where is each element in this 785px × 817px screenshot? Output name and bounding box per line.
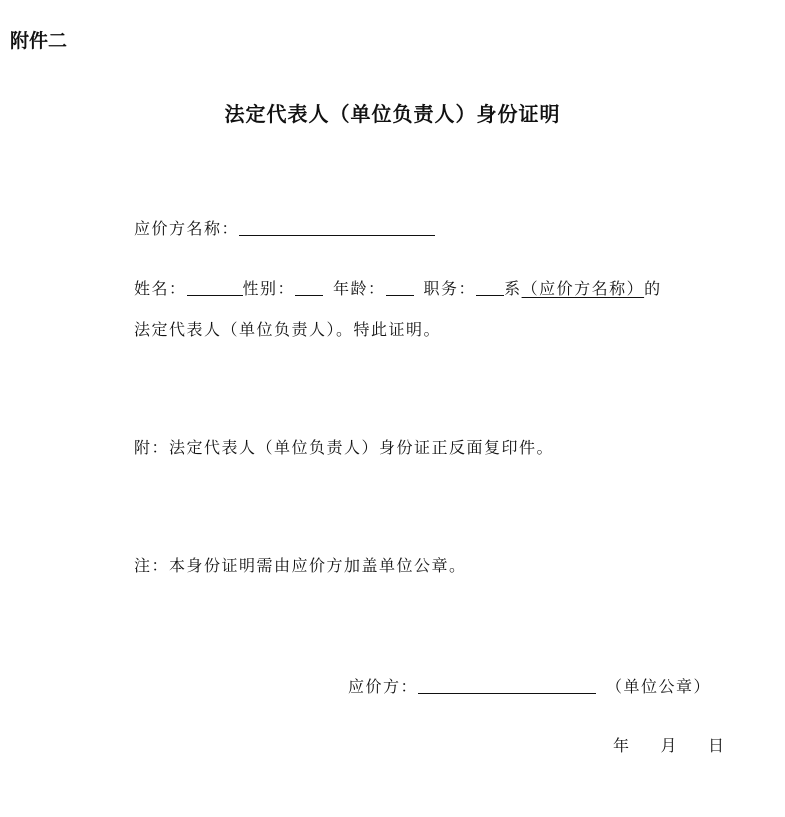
attachment-note <box>134 435 554 458</box>
signature-line <box>348 674 711 697</box>
bidder-name-line <box>134 216 435 239</box>
bidder-name-label: 应价方名称： <box>134 219 240 238</box>
certify-text: 法定代表人（单位负责人）。特此证明。 <box>134 320 442 339</box>
position-blank[interactable] <box>476 294 504 296</box>
bidder-name-blank[interactable] <box>239 234 435 236</box>
day-label: 日 <box>708 736 726 755</box>
of-word: 的 <box>644 279 662 298</box>
is-word: 系 <box>504 279 522 298</box>
bidder-name-placeholder[interactable]: （应价方名称） <box>521 279 645 298</box>
month-label: 月 <box>660 736 679 755</box>
remark-line <box>134 553 467 576</box>
year-label: 年 <box>613 736 631 755</box>
seal-label: （单位公章） <box>606 677 712 696</box>
age-label: 年龄： <box>333 279 386 298</box>
attachment-label: 附件二 <box>10 30 68 52</box>
gender-blank[interactable] <box>295 294 323 296</box>
remark-text: 注：本身份证明需由应价方加盖单位公章。 <box>134 556 467 575</box>
bidder-signature-label: 应价方： <box>348 677 419 696</box>
age-blank[interactable] <box>386 294 414 296</box>
certify-line <box>134 317 441 340</box>
name-label: 姓名： <box>134 279 187 298</box>
name-blank[interactable] <box>187 294 243 296</box>
attachment-note-text: 附：法定代表人（单位负责人）身份证正反面复印件。 <box>134 438 555 457</box>
document-title: 法定代表人（单位负责人）身份证明 <box>224 102 561 126</box>
person-info-line <box>134 276 662 299</box>
gender-label: 性别： <box>242 279 296 298</box>
date-line <box>613 733 726 756</box>
bidder-signature-blank[interactable] <box>418 692 596 694</box>
position-label: 职务： <box>423 279 477 298</box>
